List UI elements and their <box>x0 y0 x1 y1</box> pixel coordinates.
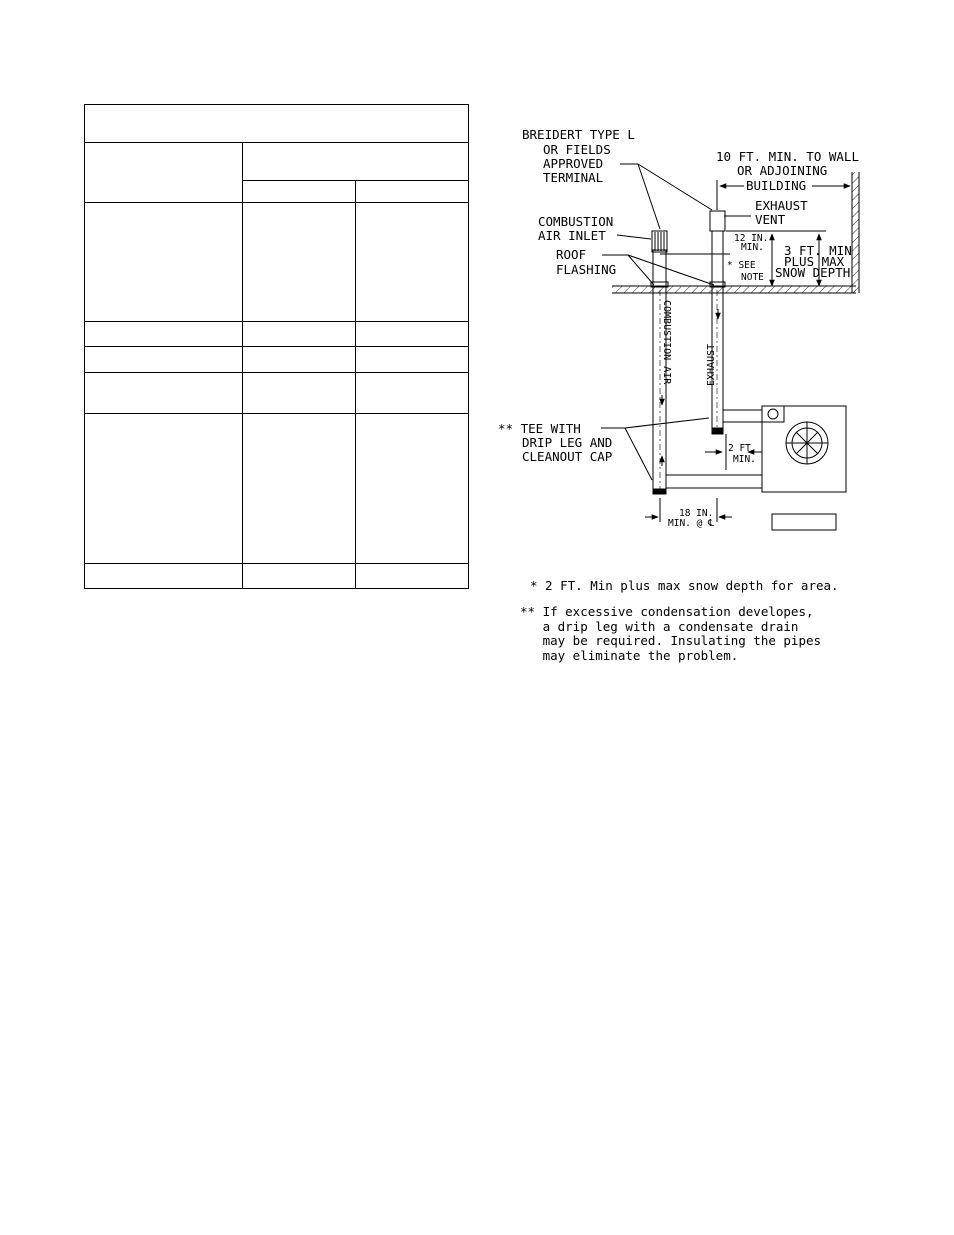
eighteen-inch-min-label: 18 IN. MIN. @ ℄ <box>668 508 715 529</box>
combustion-air-pipe-label: COMBUSTION AIR <box>661 300 672 385</box>
leader-lines <box>601 164 751 480</box>
exhaust-vent-label: EXHAUST VENT <box>755 198 808 227</box>
adjoining-building-wall <box>852 172 859 293</box>
figure-number-box <box>772 514 836 530</box>
heater-unit <box>762 406 846 492</box>
wall-distance-label: 10 FT. MIN. TO WALL OR ADJOINING BUILDING <box>716 149 859 193</box>
roof-line <box>612 286 856 293</box>
dimension-lines <box>645 180 850 522</box>
breidert-terminal-label: BREIDERT TYPE L OR FIELDS APPROVED TERMINAL <box>522 127 635 185</box>
tee-drip-leg-label: ** TEE WITH DRIP LEG AND CLEANOUT CAP <box>498 421 613 464</box>
combustion-air-inlet-label: COMBUSTION AIR INLET <box>538 214 614 243</box>
exhaust-pipe-label: EXHAUST <box>706 343 717 386</box>
three-ft-min-label: 3 FT. MIN PLUS MAX SNOW DEPTH <box>775 243 852 280</box>
condensation-note: ** If excessive condensation developes, a drip leg with a condensate drain may be required. Insulating the pipes may eliminate the problem. <box>520 604 822 663</box>
roof-flashing-label: ROOF FLASHING <box>556 247 617 277</box>
snow-depth-note: * 2 FT. Min plus max snow depth for area. <box>530 578 839 593</box>
see-note-label: * SEE NOTE <box>727 260 764 283</box>
twelve-inch-min-label: 12 IN. MIN. <box>734 233 769 253</box>
two-ft-min-label: 2 FT. MIN. <box>728 443 757 465</box>
